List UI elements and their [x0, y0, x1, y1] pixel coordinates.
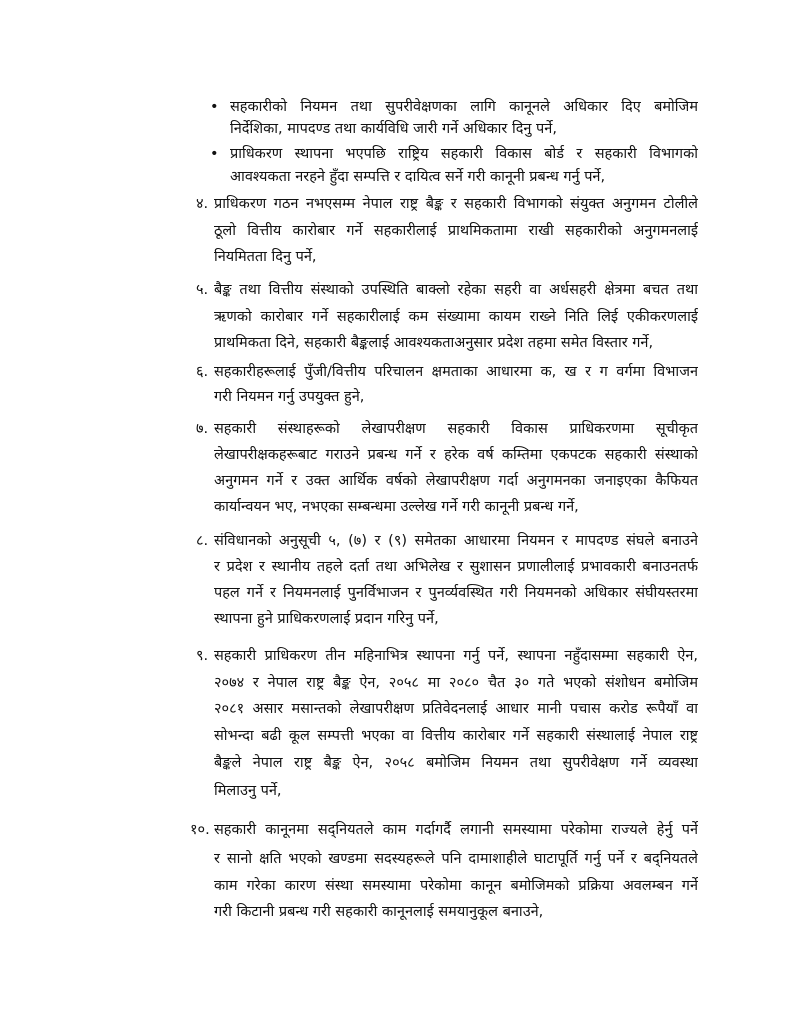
paragraph-line: नियमितता दिनु पर्ने, — [214, 249, 317, 265]
paragraph-line: मिलाउनु पर्ने, — [214, 783, 282, 799]
paragraph-line: सहकारीहरूलाई पुँजी/वित्तीय परिचालन क्षमताका आधारमा क, ख र ग वर्गमा विभाजन — [214, 364, 698, 380]
paragraph-line: सहकारीको नियमन तथा सुपरीवेक्षणका लागि कानूनले अधिकार दिए बमोजिम — [230, 99, 698, 115]
paragraph-line: सोभन्दा बढी कूल सम्पत्ती भएका वा वित्तीय कारोबार गर्ने सहकारी संस्थालाई नेपाल राष्ट्र — [214, 728, 698, 744]
bullet-marker: • — [210, 146, 219, 162]
item-number: ७. — [196, 421, 209, 437]
paragraph-line: प्राधिकरण स्थापना भएपछि राष्ट्रिय सहकारी विकास बोर्ड र सहकारी विभागको — [230, 146, 698, 162]
item-number: ४. — [196, 196, 209, 212]
paragraph-line: गरी किटानी प्रबन्ध गरी सहकारी कानूनलाई समयानुकूल बनाउने, — [214, 904, 544, 920]
bullet-marker: • — [210, 99, 219, 115]
paragraph-line: ऋणको कारोबार गर्ने सहकारीलाई कम संख्यामा कायम राख्ने निति लिई एकीकरणलाई — [214, 309, 698, 325]
paragraph-line: र सानो क्षति भएको खण्डमा सदस्यहरूले पनि दामाशाहीले घाटापूर्ति गर्नु पर्ने र बद्नियतले — [214, 851, 698, 867]
paragraph-line: पहल गर्ने र नियमनलाई पुनर्विभाजन र पुनर्व्यवस्थित गरी नियमनको अधिकार संघीयस्तरमा — [214, 585, 698, 601]
item-number: ८. — [196, 533, 209, 549]
paragraph-line: बैङ्क तथा वित्तीय संस्थाको उपस्थिति बाक्लो रहेका सहरी वा अर्धसहरी क्षेत्रमा बचत तथा — [214, 282, 698, 298]
paragraph-line: संविधानको अनुसूची ५, (७) र (९) समेतका आधारमा नियमन र मापदण्ड संघले बनाउने — [214, 533, 698, 549]
paragraph-line: २०८१ असार मसान्तको लेखापरीक्षण प्रतिवेदनलाई आधार मानी पचास करोड रूपैयाँ वा — [214, 701, 698, 717]
paragraph-line: गरी नियमन गर्नु उपयुक्त हुने, — [214, 389, 365, 405]
paragraph-line: सहकारी संस्थाहरूको लेखापरीक्षण सहकारी विकास प्राधिकरणमा सूचीकृत — [214, 421, 698, 437]
paragraph-line: सहकारी कानूनमा सद्नियतले काम गर्दागर्दै लगानी समस्यामा परेकोमा राज्यले हेर्नु पर्ने — [214, 822, 698, 838]
paragraph-line: लेखापरीक्षकहरूबाट गराउने प्रबन्ध गर्ने र हरेक वर्ष कम्तिमा एकपटक सहकारी संस्थाको — [214, 447, 698, 463]
item-number: १०. — [190, 822, 210, 838]
paragraph-line: काम गरेका कारण संस्था समस्यामा परेकोमा कानून बमोजिमको प्रक्रिया अवलम्बन गर्ने — [214, 878, 698, 894]
paragraph-line: ठूलो वित्तीय कारोबार गर्ने सहकारीलाई प्राथमिकतामा राखी सहकारीको अनुगमनलाई — [214, 223, 698, 239]
paragraph-line: स्थापना हुने प्राधिकरणलाई प्रदान गरिनु पर्ने, — [214, 611, 439, 627]
paragraph-line: २०७४ र नेपाल राष्ट्र बैङ्क ऐन, २०५८ मा २०८० चैत ३० गते भएको संशोधन बमोजिम — [214, 675, 698, 691]
paragraph-line: र प्रदेश र स्थानीय तहले दर्ता तथा अभिलेख र सुशासन प्रणालीलाई प्रभावकारी बनाउनतर्फ — [214, 559, 698, 575]
paragraph-line: निर्देशिका, मापदण्ड तथा कार्यविधि जारी गर्ने अधिकार दिनु पर्ने, — [230, 121, 557, 137]
paragraph-line: सहकारी प्राधिकरण तीन महिनाभित्र स्थापना गर्नु पर्ने, स्थापना नहुँदासम्मा सहकारी ऐन, — [214, 648, 698, 664]
paragraph-line: बैङ्कले नेपाल राष्ट्र बैङ्क ऐन, २०५८ बमोजिम नियमन तथा सुपरीवेक्षण गर्ने व्यवस्था — [214, 755, 698, 771]
item-number: ९. — [196, 648, 209, 664]
paragraph-line: प्राथमिकता दिने, सहकारी बैङ्कलाई आवश्यकताअनुसार प्रदेश तहमा समेत विस्तार गर्ने, — [214, 335, 654, 351]
paragraph-line: कार्यान्वयन भए, नभएका सम्बन्धमा उल्लेख गर्ने गरी कानूनी प्रबन्ध गर्ने, — [214, 499, 579, 515]
paragraph-line: आवश्यकता नरहने हुँदा सम्पत्ति र दायित्व सर्ने गरी कानूनी प्रबन्ध गर्नु पर्ने, — [230, 169, 606, 185]
paragraph-line: अनुगमन गर्ने र उक्त आर्थिक वर्षको लेखापरीक्षण गर्दा अनुगमनका जनाइएका कैफियत — [214, 473, 698, 489]
item-number: ५. — [196, 282, 209, 298]
item-number: ६. — [196, 364, 209, 380]
paragraph-line: प्राधिकरण गठन नभएसम्म नेपाल राष्ट्र बैङ्क र सहकारी विभागको संयुक्त अनुगमन टोलीले — [214, 196, 698, 212]
